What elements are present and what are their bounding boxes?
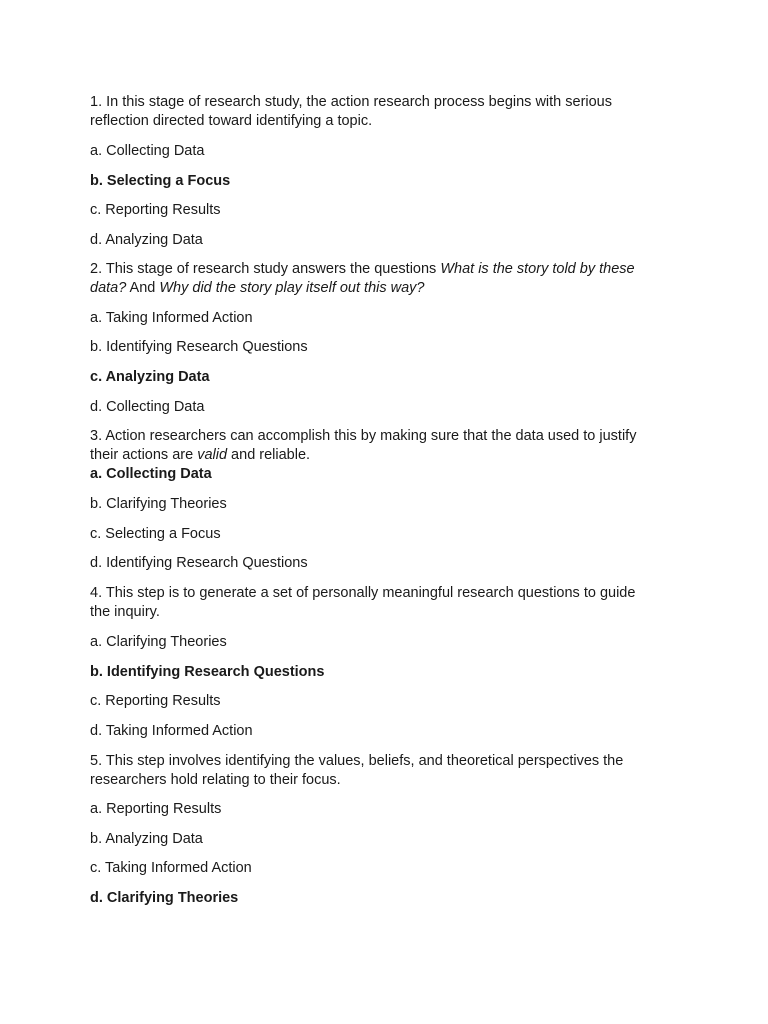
question-4-option-d: d. Taking Informed Action [90, 723, 253, 739]
question-2-stem-italic: Why did the story play itself out this way? [159, 280, 425, 296]
question-2-option-a: a. Taking Informed Action [90, 310, 253, 326]
question-5-option-a: a. Reporting Results [90, 801, 222, 817]
question-2-option-c-answer: c. Analyzing Data [90, 369, 210, 385]
question-4-option-c: c. Reporting Results [90, 693, 221, 709]
question-1-stem-line-2: reflection directed toward identifying a topic. [90, 113, 373, 129]
question-3-stem-text: their actions are [90, 447, 198, 463]
question-4-option-a: a. Clarifying Theories [90, 634, 227, 650]
question-3-stem-italic: valid [197, 447, 228, 463]
question-1-option-a: a. Collecting Data [90, 143, 205, 159]
question-3-stem-line-1: 3. Action researchers can accomplish this by making sure that the data used to justify [90, 428, 637, 444]
question-2-stem-italic: data? [90, 280, 127, 296]
question-2-stem-text: And [126, 280, 160, 296]
question-4-stem-line-2: the inquiry. [90, 604, 160, 620]
question-3-option-d: d. Identifying Research Questions [90, 555, 308, 571]
question-2-stem-line-1 [90, 260, 680, 279]
question-2-option-d: d. Collecting Data [90, 399, 205, 415]
question-4-stem-line-1: 4. This step is to generate a set of personally meaningful research questions to guide [90, 585, 636, 601]
question-2-stem-italic: What is the story told by these [440, 261, 635, 277]
question-2-stem-line-2 [90, 279, 680, 298]
question-5-option-b: b. Analyzing Data [90, 831, 203, 847]
question-1-stem-line-1: 1. In this stage of research study, the action research process begins with serious [90, 94, 612, 110]
question-5-option-c: c. Taking Informed Action [90, 860, 252, 876]
question-3-option-c: c. Selecting a Focus [90, 526, 221, 542]
question-4-option-b-answer: b. Identifying Research Questions [90, 664, 325, 680]
question-1-option-c: c. Reporting Results [90, 202, 221, 218]
question-2-option-b: b. Identifying Research Questions [90, 339, 308, 355]
question-5-option-d-answer: d. Clarifying Theories [90, 890, 239, 906]
question-3-option-b: b. Clarifying Theories [90, 496, 227, 512]
question-1-option-b-answer: b. Selecting a Focus [90, 173, 231, 189]
question-5-stem-line-1: 5. This step involves identifying the values, beliefs, and theoretical perspectives the [90, 753, 624, 769]
question-1-option-d: d. Analyzing Data [90, 232, 203, 248]
question-5-stem-line-2: researchers hold relating to their focus. [90, 772, 341, 788]
question-3-stem-text: and reliable. [227, 447, 311, 463]
question-2-stem-text: 2. This stage of research study answers the questions [90, 261, 441, 277]
question-3-stem-line-2 [90, 446, 680, 465]
question-3-option-a-answer: a. Collecting Data [90, 466, 212, 482]
